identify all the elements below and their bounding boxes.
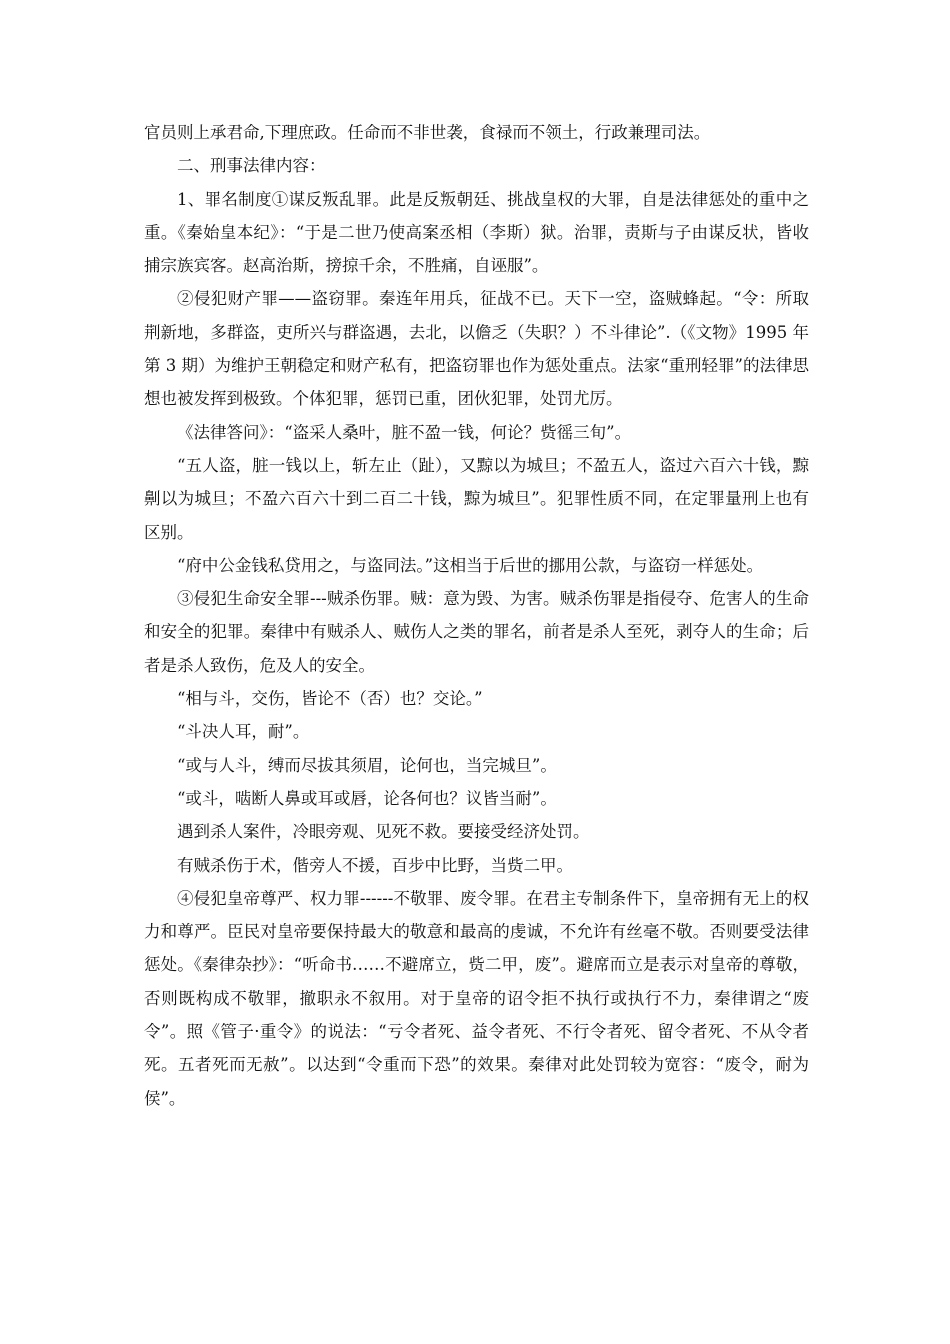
document-body	[144, 116, 809, 1115]
paragraph-1: 官员则上承君命,下理庶政。任命而不非世袭，食禄而不领土，行政兼理司法。	[144, 123, 711, 142]
section-heading: 二、刑事法律内容：	[177, 156, 326, 176]
paragraph-10: “斗决人耳，耐”。	[177, 722, 310, 742]
paragraph-13: 遇到杀人案件，冷眼旁观、见死不救。要接受经济处罚。	[177, 822, 590, 842]
paragraph-11: “或与人斗，缚而尽拔其须眉，论何也，当完城旦”。	[177, 755, 557, 775]
paragraph-4: ②侵犯财产罪——盗窃罪。秦连年用兵，征战不已。天下一空，盗贼蜂起。“令：所取荆新地，多群盗，吏所兴与群盗遇，去北，以儋乏（失职？）不斗律论”.（《文物》1995 年第 3 期）为维护王朝稳定和财产私有，把盗窃罪也作为惩处重点。法家“重刑轻罪”的法律思想也被发挥到极致。个体犯罪，惩罚已重，团伙犯罪，处罚尤厉。	[144, 289, 809, 409]
paragraph-5: 《法律答问》：“盗采人桑叶，脏不盈一钱，何论？赀徭三旬”。	[177, 422, 632, 442]
paragraph-7: “府中公金钱私贷用之，与盗同法。”这相当于后世的挪用公款，与盗窃一样惩处。	[177, 555, 764, 575]
paragraph-6: “五人盗，脏一钱以上，斩左止（趾），又黥以为城旦；不盈五人，盗过六百六十钱，黥劓以为城旦；不盈六百六十到二百二十钱，黥为城旦”。犯罪性质不同，在定罪量刑上也有区别。	[144, 455, 809, 542]
paragraph-9: “相与斗，交伤，皆论不（否）也？交论。”	[177, 689, 483, 709]
paragraph-12: “或斗，啮断人鼻或耳或唇，论各何也？议皆当耐”。	[177, 788, 557, 808]
paragraph-14: 有贼杀伤于术，偕旁人不援，百步中比野，当赀二甲。	[177, 855, 573, 875]
paragraph-15: ④侵犯皇帝尊严、权力罪------不敬罪、废令罪。在君主专制条件下，皇帝拥有无上的权力和尊严。臣民对皇帝要保持最大的敬意和最高的虔诚，不允许有丝毫不敬。否则要受法律惩处。《秦律杂抄》：“听命书……不避席立，赀二甲，废”。避席而立是表示对皇帝的尊敬，否则既构成不敬罪，撤职永不叙用。对于皇帝的诏令拒不执行或执行不力，秦律谓之“废令”。照《管子·重令》的说法：“亏令者死、益令者死、不行令者死、留令者死、不从令者死。五者死而无赦”。以达到“令重而下恐”的效果。秦律对此处罚较为宽容：“废令，耐为侯”。	[144, 888, 809, 1108]
paragraph-3: 1、罪名制度①谋反叛乱罪。此是反叛朝廷、挑战皇权的大罪，自是法律惩处的重中之重。《秦始皇本纪》：“于是二世乃使高案丞相（李斯）狱。治罪，责斯与子由谋反状，皆收捕宗族宾客。赵高治斯，搒掠千余，不胜痛，自诬服”。	[144, 189, 809, 276]
paragraph-8: ③侵犯生命安全罪---贼杀伤罪。贼：意为毁、为害。贼杀伤罪是指侵夺、危害人的生命和安全的犯罪。秦律中有贼杀人、贼伤人之类的罪名，前者是杀人至死，剥夺人的生命；后者是杀人致伤，危及人的安全。	[144, 589, 809, 675]
